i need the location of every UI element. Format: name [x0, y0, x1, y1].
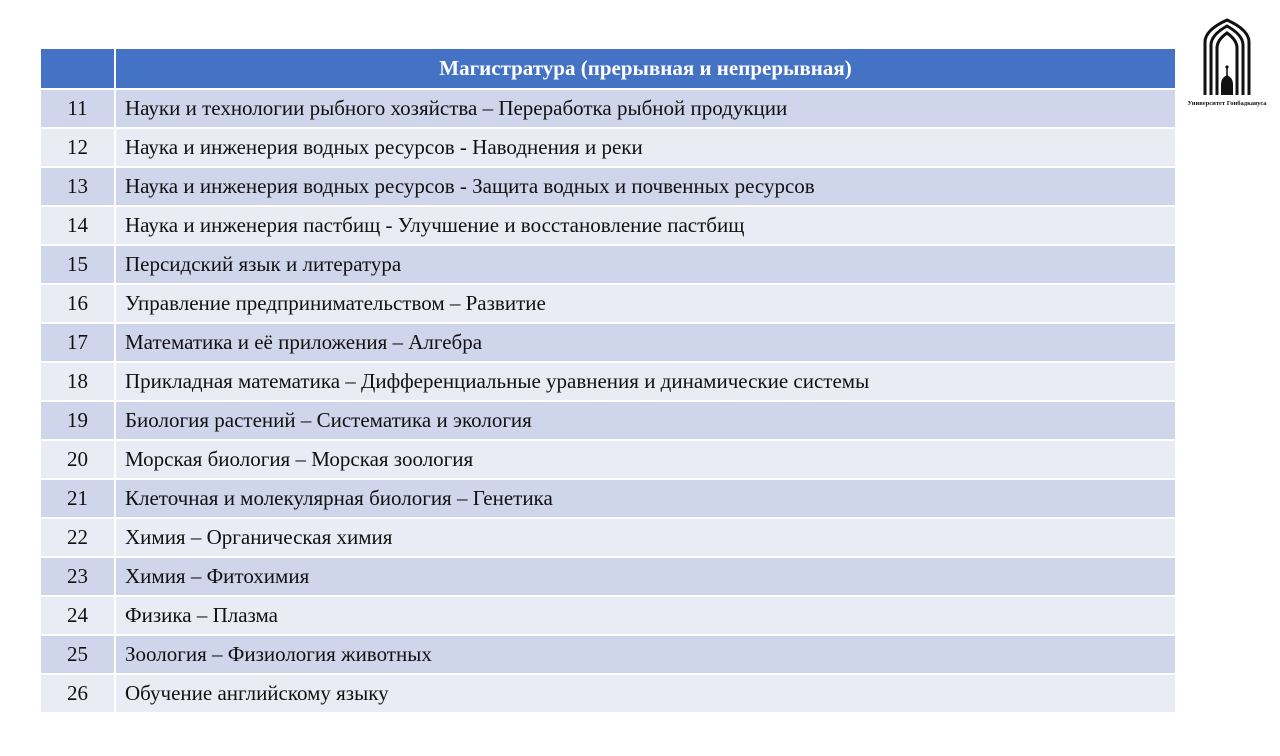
row-number: 25 — [41, 635, 115, 674]
table-row — [41, 596, 1175, 635]
row-program: Прикладная математика – Дифференциальные уравнения и динамические системы — [115, 362, 1175, 401]
row-program: Биология растений – Систематика и экология — [115, 401, 1175, 440]
row-program: Обучение английскому языку — [115, 674, 1175, 713]
row-number: 20 — [41, 440, 115, 479]
row-program: Химия – Органическая химия — [115, 518, 1175, 557]
row-program: Зоология – Физиология животных — [115, 635, 1175, 674]
table-row — [41, 89, 1175, 128]
table-row — [41, 401, 1175, 440]
table-row — [41, 479, 1175, 518]
table-row — [41, 362, 1175, 401]
university-logo — [1180, 18, 1274, 118]
row-program: Наука и инженерия пастбищ - Улучшение и восстановление пастбищ — [115, 206, 1175, 245]
table-row — [41, 674, 1175, 713]
row-program: Химия – Фитохимия — [115, 557, 1175, 596]
row-number: 26 — [41, 674, 115, 713]
logo-caption: Университет Гонбадкавуса — [1187, 100, 1267, 107]
table-row — [41, 128, 1175, 167]
row-program: Персидский язык и литература — [115, 245, 1175, 284]
row-number: 11 — [41, 89, 115, 128]
row-number: 12 — [41, 128, 115, 167]
row-number: 15 — [41, 245, 115, 284]
row-number: 24 — [41, 596, 115, 635]
table-header-row — [41, 49, 1175, 89]
row-program: Наука и инженерия водных ресурсов - Защита водных и почвенных ресурсов — [115, 167, 1175, 206]
table-row — [41, 245, 1175, 284]
row-program: Морская биология – Морская зоология — [115, 440, 1175, 479]
header-number-cell — [41, 49, 115, 89]
row-program: Физика – Плазма — [115, 596, 1175, 635]
row-number: 21 — [41, 479, 115, 518]
row-program: Управление предпринимательством – Развитие — [115, 284, 1175, 323]
table-row — [41, 440, 1175, 479]
row-program: Математика и её приложения – Алгебра — [115, 323, 1175, 362]
table-body — [41, 89, 1175, 713]
row-number: 13 — [41, 167, 115, 206]
table-row — [41, 635, 1175, 674]
table-row — [41, 518, 1175, 557]
row-number: 14 — [41, 206, 115, 245]
row-number: 16 — [41, 284, 115, 323]
row-number: 19 — [41, 401, 115, 440]
programs-table — [41, 49, 1175, 714]
table-row — [41, 206, 1175, 245]
table-row — [41, 557, 1175, 596]
header-title: Магистратура (прерывная и непрерывная) — [115, 49, 1175, 89]
table-row — [41, 284, 1175, 323]
row-program: Наука и инженерия водных ресурсов - Наводнения и реки — [115, 128, 1175, 167]
row-program: Клеточная и молекулярная биология – Генетика — [115, 479, 1175, 518]
table-row — [41, 167, 1175, 206]
row-number: 22 — [41, 518, 115, 557]
row-number: 18 — [41, 362, 115, 401]
university-arch-logo-icon — [1202, 18, 1252, 96]
row-number: 23 — [41, 557, 115, 596]
row-program: Науки и технологии рыбного хозяйства – Переработка рыбной продукции — [115, 89, 1175, 128]
row-number: 17 — [41, 323, 115, 362]
table-row — [41, 323, 1175, 362]
